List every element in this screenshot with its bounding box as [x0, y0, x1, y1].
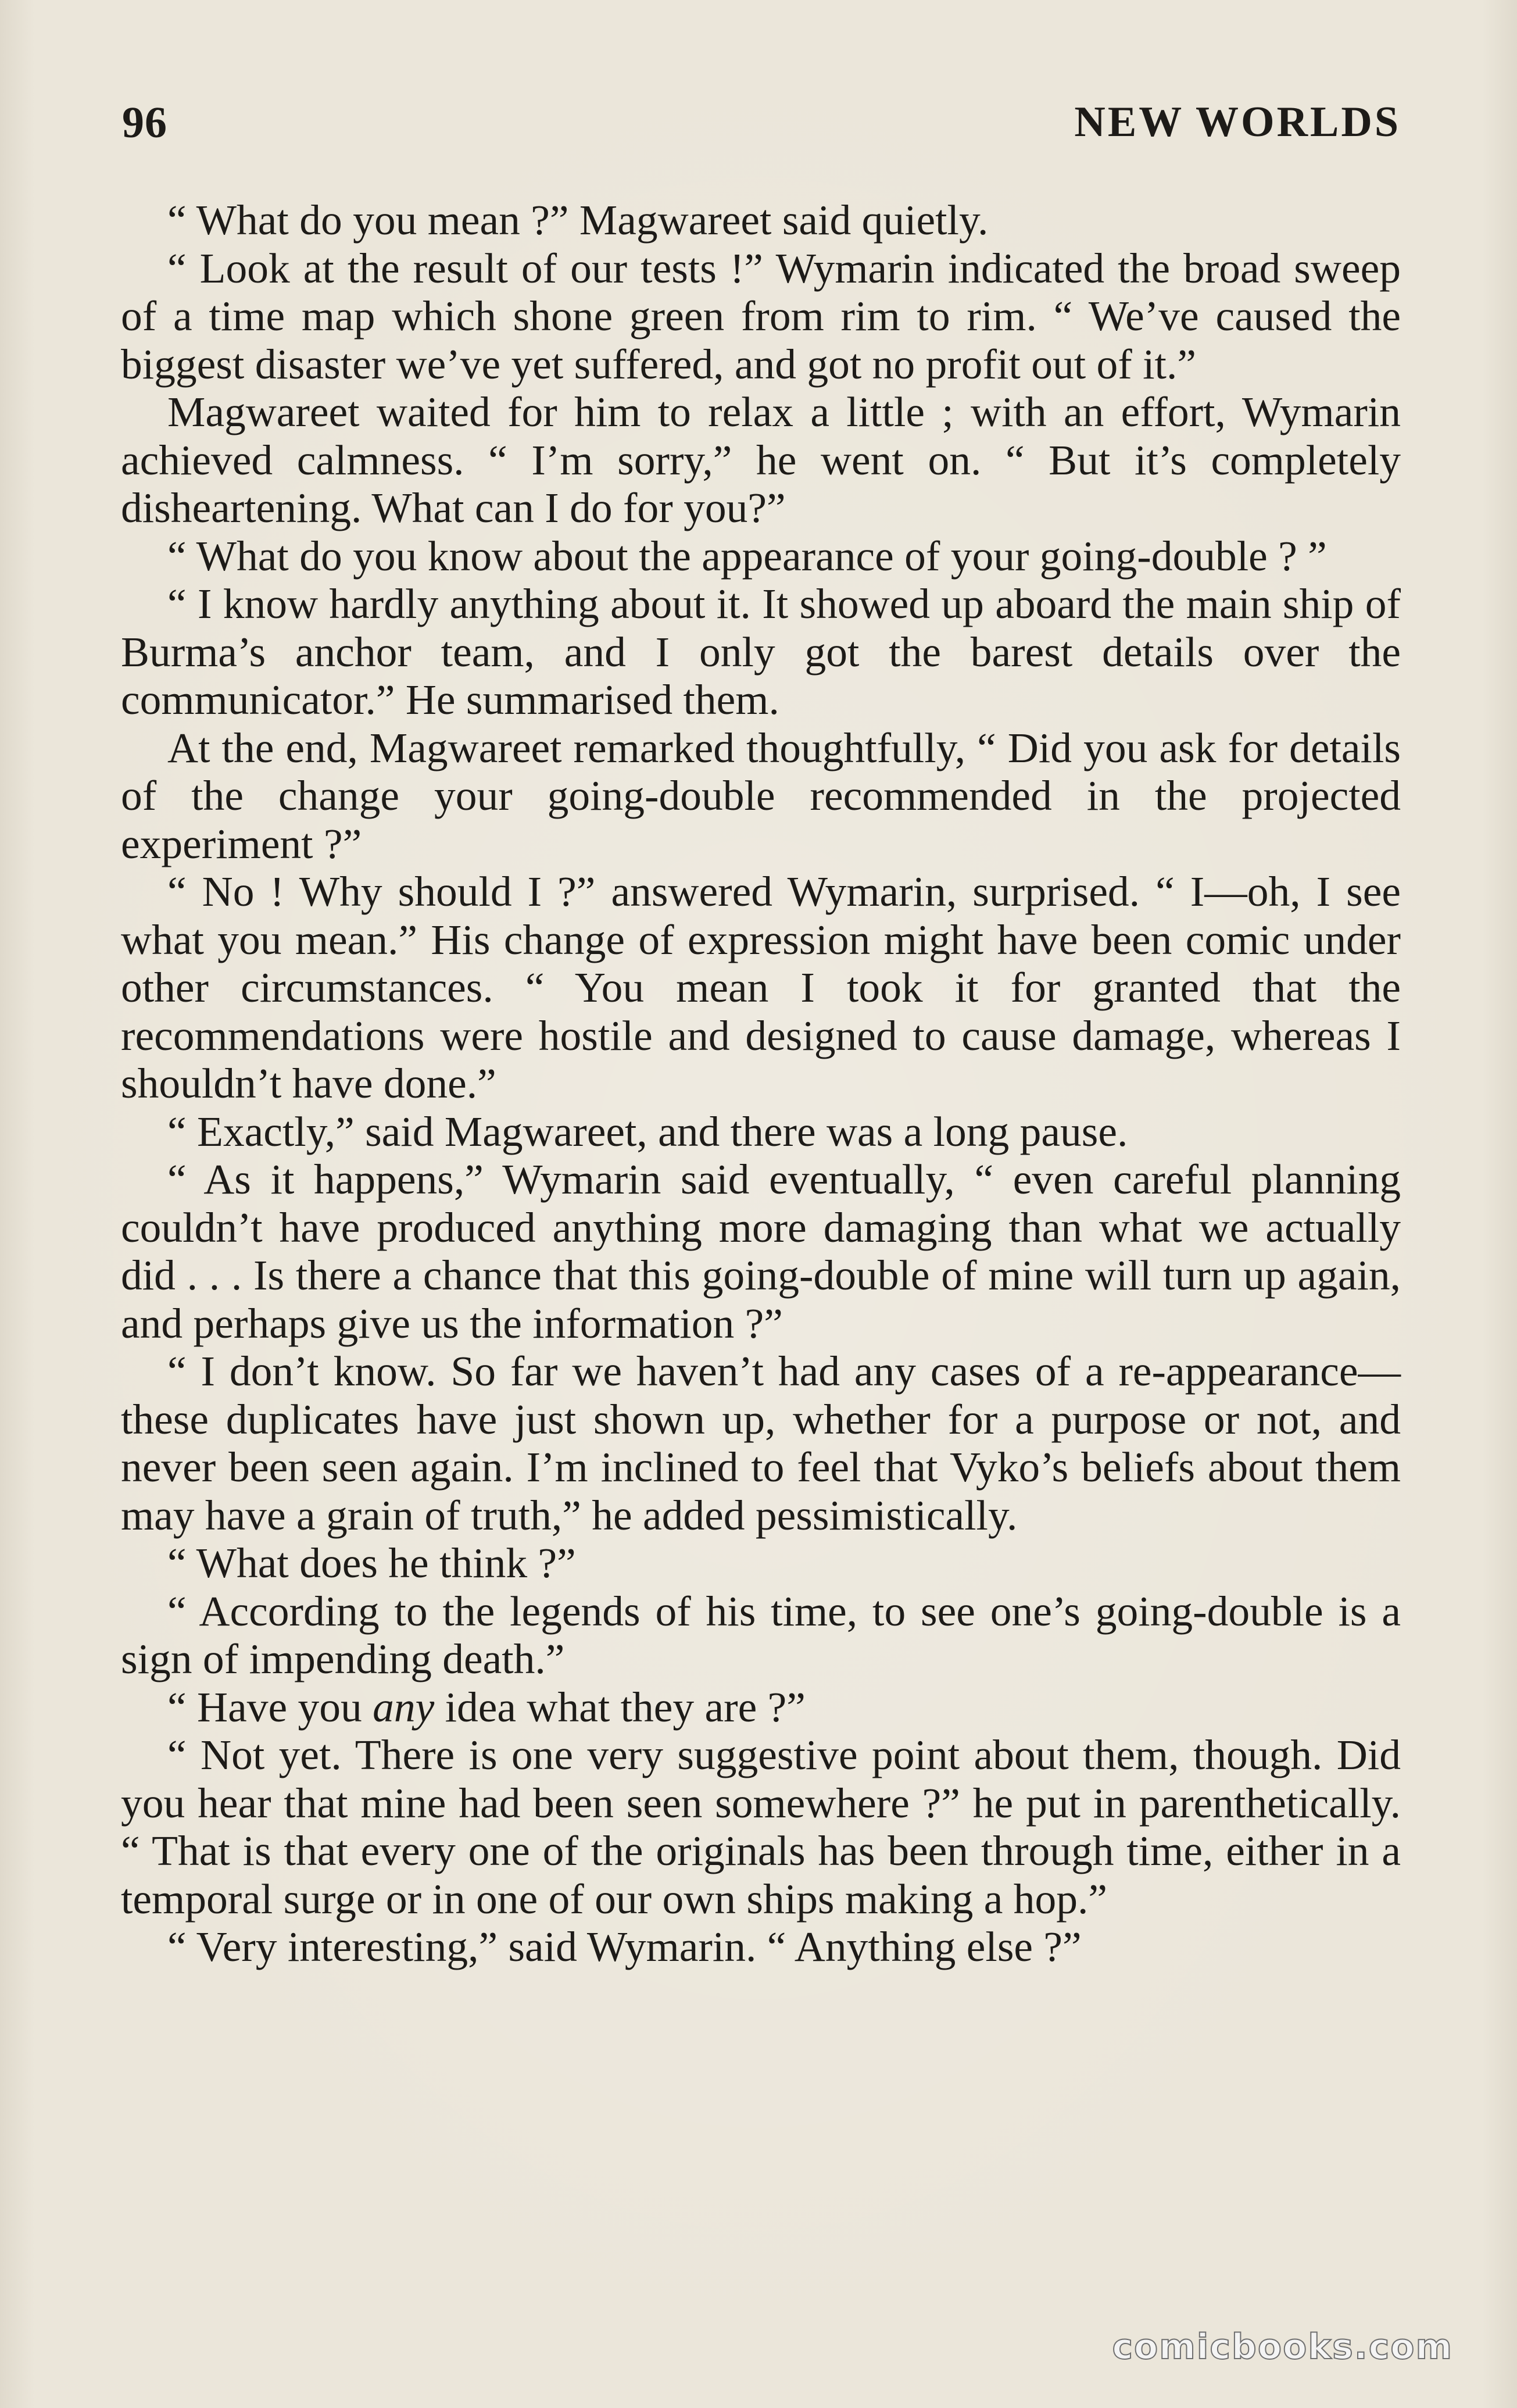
paragraph: “ As it happens,” Wymarin said eventually, “ even careful planning couldn’t have produced anything more damaging than what we actually did . . . Is there a chance that this going-double of mine will turn up again, and perhaps give us the information ?”: [121, 1156, 1401, 1347]
paragraph: “ Not yet. There is one very suggestive point about them, though. Did you hear that mine had been seen somewhere ?” he put in parenthetically. “ That is that every one of the originals has been through time, either in a temporal surge or in one of our own ships making a hop.”: [121, 1731, 1401, 1923]
paragraph: “ What do you know about the appearance of your going-double ? ”: [167, 532, 1327, 580]
paragraph: “ I know hardly anything about it. It showed up aboard the main ship of Burma’s anchor team, and I only got the barest details over the communicator.” He summarised them.: [121, 580, 1401, 723]
paragraph: “ Look at the result of our tests !” Wymarin indicated the broad sweep of a time map which shone green from rim to rim. “ We’ve caused the biggest disaster we’ve yet suffered, and got no profit out of it.”: [121, 244, 1401, 388]
paragraph: “ What do you mean ?” Magwareet said quietly.: [167, 197, 989, 244]
watermark: comicbooks.com: [1112, 2327, 1453, 2367]
paragraph: “ According to the legends of his time, to see one’s going-double is a sign of impending death.”: [121, 1587, 1401, 1682]
paragraph: “ I don’t know. So far we haven’t had any cases of a re-appearance—these duplicates have just shown up, whether for a purpose or not, and never been seen again. I’m inclined to feel that Vyko’s beliefs about them may have a grain of truth,” he added pessimistically.: [121, 1348, 1401, 1539]
running-head: NEW WORLDS: [1074, 98, 1401, 146]
page-header: [122, 98, 1401, 156]
text-run: idea what they are ?”: [434, 1683, 806, 1731]
body-text: [121, 197, 1401, 1971]
paragraph: “ What does he think ?”: [167, 1539, 576, 1587]
emphasized-word: any: [373, 1683, 435, 1731]
paragraph: “ Very interesting,” said Wymarin. “ Anything else ?”: [167, 1923, 1082, 1970]
paragraph: At the end, Magwareet remarked thoughtfully, “ Did you ask for details of the change your going-double recommended in the projected experiment ?”: [121, 724, 1401, 867]
text-run: “ Have you: [167, 1683, 373, 1731]
paragraph: Magwareet waited for him to relax a little ; with an effort, Wymarin achieved calmness. “ I’m sorry,” he went on. “ But it’s completely disheartening. What can I do for you?”: [121, 388, 1401, 531]
paragraph-with-emphasis: [121, 1684, 1401, 1732]
paragraph: “ Exactly,” said Magwareet, and there was a long pause.: [167, 1107, 1128, 1155]
page-number: 96: [122, 98, 167, 147]
paragraph: “ No ! Why should I ?” answered Wymarin, surprised. “ I—oh, I see what you mean.” His change of expression might have been comic under other circumstances. “ You mean I took it for granted that the recommendations were hostile and designed to cause damage, whereas I shouldn’t have done.”: [121, 868, 1401, 1107]
